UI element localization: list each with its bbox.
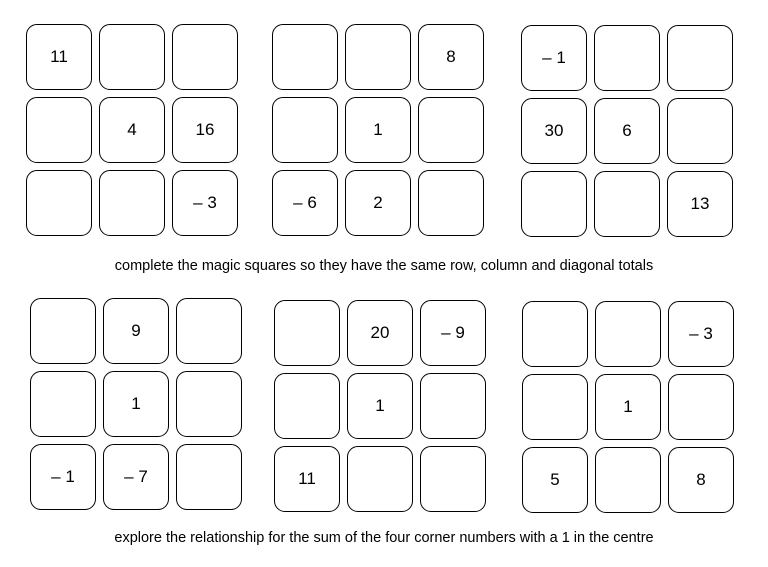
square-cell[interactable] — [176, 298, 242, 364]
square-cell[interactable]: – 6 — [272, 170, 338, 236]
square-cell[interactable] — [272, 97, 338, 163]
square-cell[interactable] — [418, 170, 484, 236]
square-cell[interactable] — [668, 374, 734, 440]
magic-square-top-3 — [521, 25, 733, 237]
square-cell[interactable] — [667, 25, 733, 91]
square-cell[interactable] — [172, 24, 238, 90]
square-cell[interactable] — [274, 300, 340, 366]
square-cell[interactable]: 1 — [103, 371, 169, 437]
square-cell[interactable] — [521, 171, 587, 237]
instruction-text-bottom: explore the relationship for the sum of the four corner numbers with a 1 in the centre — [114, 530, 654, 546]
square-cell[interactable] — [418, 97, 484, 163]
square-cell[interactable] — [595, 301, 661, 367]
square-cell[interactable] — [99, 24, 165, 90]
instruction-text-top: complete the magic squares so they have the same row, column and diagonal totals — [114, 258, 654, 274]
magic-square-bottom-3 — [522, 301, 734, 513]
square-cell[interactable] — [594, 171, 660, 237]
square-cell[interactable] — [594, 25, 660, 91]
square-cell[interactable]: 1 — [347, 373, 413, 439]
square-cell[interactable] — [667, 98, 733, 164]
square-cell[interactable] — [522, 374, 588, 440]
square-cell[interactable]: 1 — [345, 97, 411, 163]
square-cell[interactable]: – 7 — [103, 444, 169, 510]
square-cell[interactable]: – 1 — [521, 25, 587, 91]
square-cell[interactable]: – 3 — [668, 301, 734, 367]
square-cell[interactable] — [345, 24, 411, 90]
square-cell[interactable]: 8 — [418, 24, 484, 90]
square-cell[interactable] — [272, 24, 338, 90]
square-cell[interactable] — [595, 447, 661, 513]
square-cell[interactable]: 16 — [172, 97, 238, 163]
magic-square-top-2 — [272, 24, 484, 236]
square-cell[interactable]: – 9 — [420, 300, 486, 366]
square-cell[interactable]: 4 — [99, 97, 165, 163]
square-cell[interactable]: 20 — [347, 300, 413, 366]
square-cell[interactable]: 6 — [594, 98, 660, 164]
square-cell[interactable] — [176, 444, 242, 510]
square-cell[interactable]: 9 — [103, 298, 169, 364]
square-cell[interactable] — [30, 298, 96, 364]
square-cell[interactable]: – 3 — [172, 170, 238, 236]
square-cell[interactable] — [420, 373, 486, 439]
square-cell[interactable]: 30 — [521, 98, 587, 164]
square-cell[interactable]: – 1 — [30, 444, 96, 510]
square-cell[interactable] — [420, 446, 486, 512]
square-cell[interactable]: 11 — [274, 446, 340, 512]
square-cell[interactable]: 8 — [668, 447, 734, 513]
square-cell[interactable] — [26, 97, 92, 163]
square-cell[interactable] — [522, 301, 588, 367]
square-cell[interactable] — [274, 373, 340, 439]
square-cell[interactable] — [347, 446, 413, 512]
square-cell[interactable] — [30, 371, 96, 437]
magic-square-bottom-2 — [274, 300, 486, 512]
square-cell[interactable] — [176, 371, 242, 437]
square-cell[interactable] — [99, 170, 165, 236]
square-cell[interactable]: 2 — [345, 170, 411, 236]
square-cell[interactable]: 13 — [667, 171, 733, 237]
magic-square-top-1 — [26, 24, 238, 236]
square-cell[interactable]: 11 — [26, 24, 92, 90]
square-cell[interactable]: 1 — [595, 374, 661, 440]
magic-square-bottom-1 — [30, 298, 242, 510]
square-cell[interactable]: 5 — [522, 447, 588, 513]
square-cell[interactable] — [26, 170, 92, 236]
